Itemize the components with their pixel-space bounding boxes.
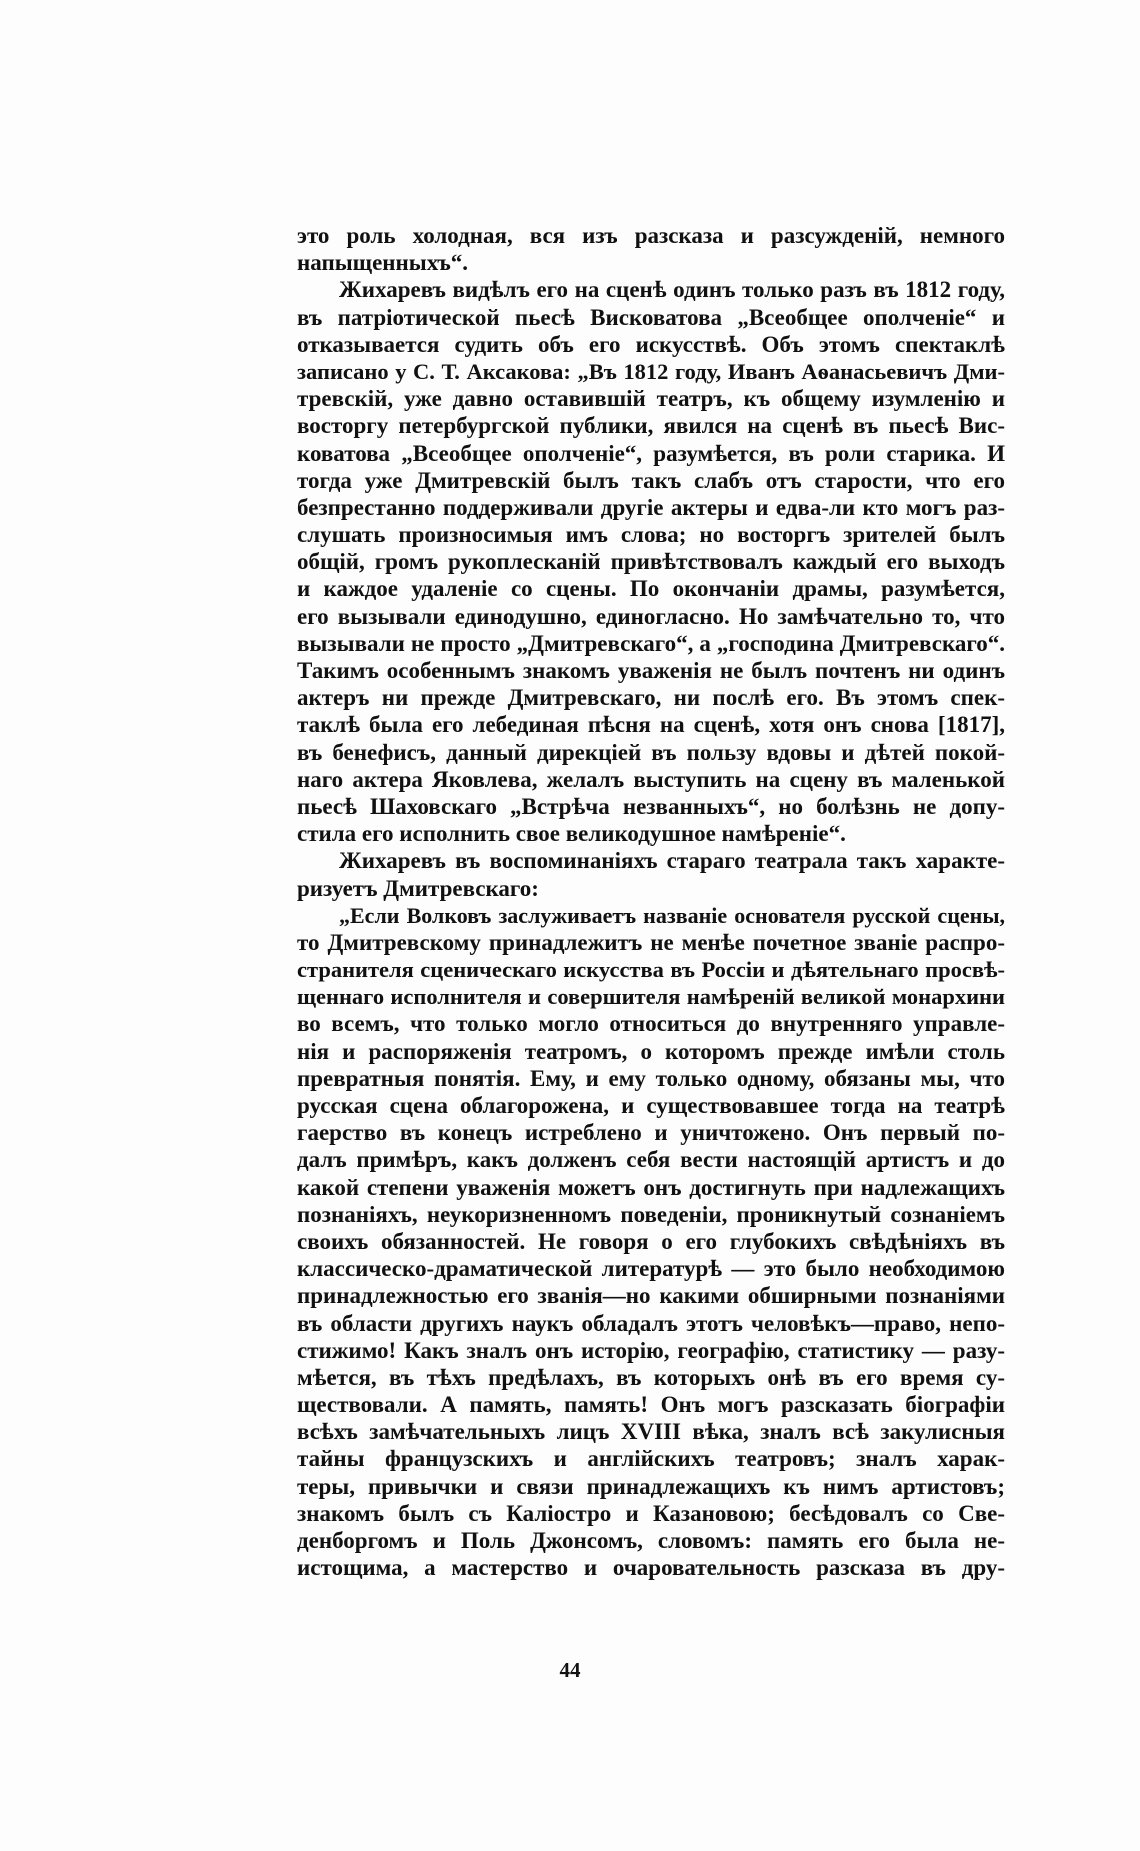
text-line: записано у С. Т. Аксакова: „Въ 1812 году, Иванъ Аѳанасьевичъ Дми- — [297, 358, 1005, 384]
text-line: въ патріотической пьесѣ Висковатова „Всеобщее ополченіе“ и — [297, 304, 1005, 330]
text-line: его вызывали единодушно, единогласно. Но замѣчательно то, что — [297, 603, 1005, 629]
text-line: далъ примѣръ, какъ долженъ себя вести настоящій артистъ и до — [297, 1147, 1005, 1173]
text-line: наго актера Яковлева, желалъ выступить на сцену въ маленькой — [297, 766, 1005, 792]
text-line: стижимо! Какъ зналъ онъ исторію, географію, статистику — разу- — [297, 1337, 1005, 1363]
text-line: Такимъ особеннымъ знакомъ уваженія не былъ почтенъ ни одинъ — [297, 658, 1005, 683]
text-line: коватова „Всеобщее ополченіе“, разумѣется, въ роли старика. И — [297, 440, 1005, 466]
text-line: тревскій, уже давно оставившій театръ, къ общему изумленію и — [297, 386, 1005, 412]
text-line: превратныя понятія. Ему, и ему только одному, обязаны мы, что — [297, 1065, 1005, 1091]
text-line: тайны французскихъ и англійскихъ театровъ; зналъ харак- — [297, 1446, 1005, 1472]
text-line: всѣхъ замѣчательныхъ лицъ XVIII вѣка, зналъ всѣ закулисныя — [297, 1419, 1005, 1445]
text-line: и каждое удаленіе со сцены. По окончаніи драмы, разумѣется, — [297, 576, 1005, 602]
text-line: своихъ обязанностей. Не говоря о его глубокихъ свѣдѣніяхъ въ — [297, 1228, 1005, 1254]
text-line: это роль холодная, вся изъ разсказа и разсужденій, немного — [297, 223, 1005, 248]
text-line: познаніяхъ, неукоризненномъ поведеніи, проникнутый сознаніемъ — [297, 1201, 1005, 1227]
text-line: во всемъ, что только могло относиться до внутренняго управле- — [297, 1011, 1005, 1037]
text-line: вызывали не просто „Дмитревскаго“, а „господина Дмитревскаго“. — [297, 630, 1005, 656]
text-line: ризуетъ Дмитревскаго: — [297, 875, 539, 901]
text-line: классическо-драматической литературѣ — это было необходимою — [297, 1256, 1005, 1282]
text-line: денборгомъ и Поль Джонсомъ, словомъ: память его была не- — [297, 1528, 1005, 1553]
text-line: нія и распоряженія театромъ, о которомъ прежде имѣли столь — [297, 1038, 1005, 1064]
text-line: Жихаревъ въ воспоминаніяхъ стараго театрала такъ характе- — [339, 848, 1005, 874]
text-line: принадлежностью его званія—но какими обширными познаніями — [297, 1283, 1005, 1309]
text-line: истощима, а мастерство и очаровательность разсказа въ дру- — [297, 1555, 1005, 1581]
text-line: русская сцена облагорожена, и существовавшее тогда на театрѣ — [297, 1093, 1005, 1118]
text-line: восторгу петербургской публики, явился на сценѣ въ пьесѣ Вис- — [297, 413, 1005, 439]
text-line: актеръ ни прежде Дмитревскаго, ни послѣ его. Въ этомъ спек- — [297, 685, 1005, 711]
text-line: теры, привычки и связи принадлежащихъ къ нимъ артистовъ; — [297, 1473, 1005, 1499]
text-line: безпрестанно поддерживали другіе актеры и едва-ли кто могъ раз- — [297, 494, 1005, 520]
text-line: напыщенныхъ“. — [297, 250, 469, 276]
text-line: общій, громъ рукоплесканій привѣтствовалъ каждый его выходъ — [297, 549, 1005, 575]
text-line: слушать произносимыя имъ слова; но восторгъ зрителей былъ — [297, 522, 1005, 548]
text-line: пьесѣ Шаховскаго „Встрѣча незванныхъ“, но болѣзнь не допу- — [297, 793, 1005, 819]
text-line: стила его исполнить свое великодушное намѣреніе“. — [297, 821, 846, 847]
text-line: Жихаревъ видѣлъ его на сценѣ одинъ только разъ въ 1812 году, — [339, 277, 1005, 303]
text-line: отказывается судить объ его искусствѣ. Объ этомъ спектаклѣ — [297, 331, 1005, 357]
text-line: тогда уже Дмитревскій былъ такъ слабъ отъ старости, что его — [297, 467, 1005, 493]
text-line: знакомъ былъ съ Каліостро и Казановою; бесѣдовалъ со Све- — [297, 1500, 1005, 1526]
body-text — [297, 222, 1005, 1581]
text-line: „Если Волковъ заслуживаетъ названіе основателя русской сцены, — [339, 902, 1005, 928]
text-line: въ области другихъ наукъ обладалъ этотъ человѣкъ—право, непо- — [297, 1310, 1005, 1336]
text-line: щеннаго исполнителя и совершителя намѣреній великой монархини — [297, 984, 1005, 1010]
text-line: таклѣ была его лебединая пѣсня на сценѣ, хотя онъ снова [1817], — [297, 712, 1005, 738]
text-line: мѣется, въ тѣхъ предѣлахъ, въ которыхъ онѣ въ его время су- — [297, 1364, 1005, 1390]
text-line: въ бенефисъ, данный дирекціей въ пользу вдовы и дѣтей покой- — [297, 739, 1005, 765]
text-line: ществовали. А память, память! Онъ могъ разсказать біографіи — [297, 1392, 1005, 1418]
text-line: какой степени уваженія можетъ онъ достигнуть при надлежащихъ — [297, 1174, 1005, 1200]
page-number: 44 — [559, 1658, 581, 1682]
text-line: странителя сценическаго искусства въ Россіи и дѣятельнаго просвѣ- — [297, 957, 1005, 983]
text-line: то Дмитревскому принадлежитъ не менѣе почетное званіе распро- — [297, 929, 1005, 955]
text-line: гаерство въ конецъ истреблено и уничтожено. Онъ первый по- — [297, 1120, 1005, 1146]
